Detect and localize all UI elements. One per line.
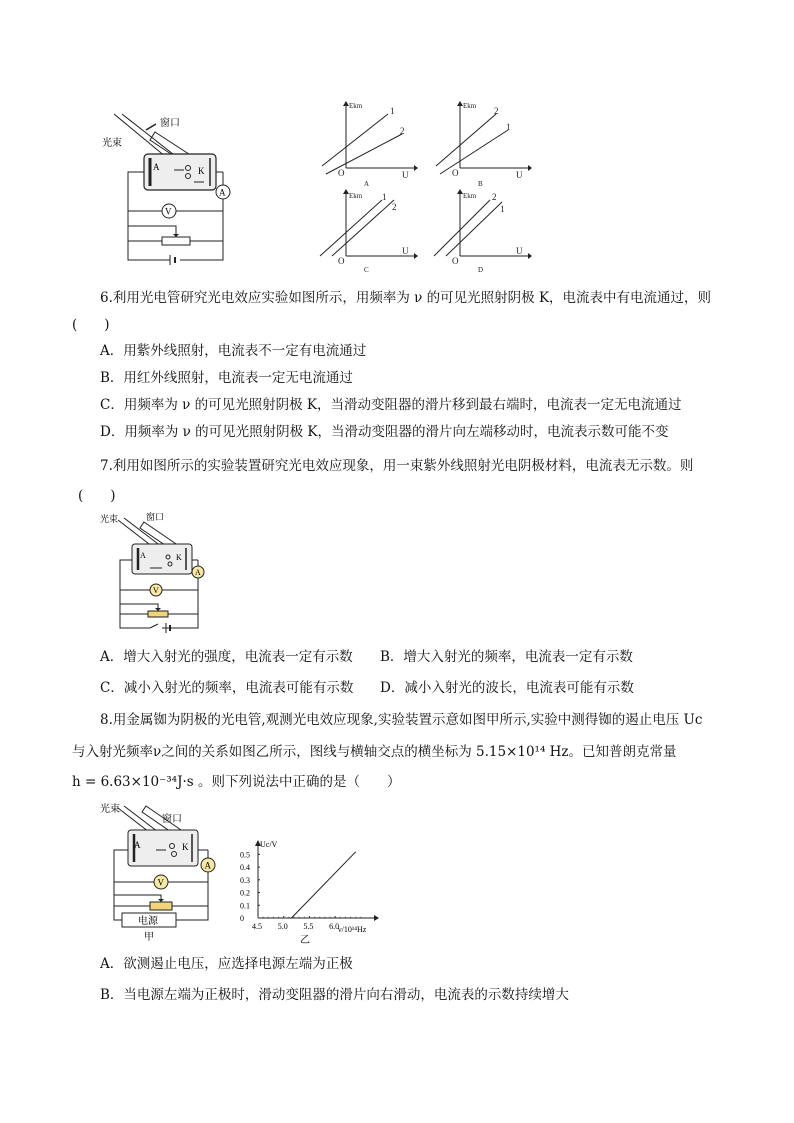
q6-circuit-figure <box>100 110 250 275</box>
graph-y-label: Ekm <box>349 102 363 110</box>
chart-caption-yi: 乙 <box>300 935 310 946</box>
anode-label: A <box>134 840 141 850</box>
q8-option-a: A．欲测遏止电压，应选择电源左端为正极 <box>100 956 353 972</box>
voltmeter-label: V <box>165 206 172 217</box>
q6-option-d: D．用频率为 ν 的可见光照射阴极 K，当滑动变阻器的滑片向左端移动时，电流表示数可能不变 <box>100 424 669 440</box>
q6-graph-D <box>432 188 532 278</box>
ammeter-label: A <box>195 568 201 577</box>
y-axis-label: Uc/V <box>260 840 278 849</box>
cathode-label: K <box>198 166 205 176</box>
beam-label: 光束 <box>100 514 119 524</box>
y-tick-label: 0.2 <box>240 888 250 898</box>
x-axis-label: ν/10¹⁴Hz <box>338 925 367 934</box>
q6-option-a: A．用紫外线照射，电流表不一定有电流通过 <box>100 343 367 359</box>
q8-option-b: B．当电源左端为正极时，滑动变阻器的滑片向右滑动，电流表的示数持续增大 <box>100 987 569 1003</box>
y-tick-label: 0 <box>240 914 244 923</box>
x-tick-label: 6.0 <box>329 922 340 931</box>
q6-graph-A <box>318 100 418 190</box>
q7-option-b: B．增大入射光的频率，电流表一定有示数 <box>380 649 633 665</box>
q7-option-a: A．增大入射光的强度，电流表一定有示数 <box>100 649 353 665</box>
q6-graph-C <box>318 188 418 278</box>
x-axis-label: U <box>516 170 523 180</box>
cathode-label: K <box>176 553 182 562</box>
graph-letter: B <box>478 180 483 188</box>
q7-option-d: D．减小入射光的波长，电流表可能有示数 <box>380 680 634 696</box>
q6-option-c: C．用频率为 ν 的可见光照射阴极 K，当滑动变阻器的滑片移到最右端时，电流表一定无电流通过 <box>100 397 682 413</box>
line-2-label: 2 <box>392 202 397 212</box>
uc-series-line <box>291 852 355 918</box>
figure-jia-label: 甲 <box>144 932 154 942</box>
origin-label: O <box>452 168 459 178</box>
x-tick-label: 5.5 <box>303 922 314 931</box>
q8-uc-frequency-chart <box>238 838 380 946</box>
q8-stem-line3: h = 6.63×10⁻³⁴J·s 。则下列说法中正确的是（ ） <box>72 774 401 790</box>
x-tick-label: 4.5 <box>252 922 262 931</box>
line-1-label: 1 <box>390 106 395 116</box>
beam-label: 光束 <box>102 138 122 149</box>
anode-label: A <box>140 551 146 560</box>
origin-label: O <box>338 256 345 266</box>
q6-stem-line2: ( ) <box>72 317 110 333</box>
ammeter-label: A <box>204 860 211 871</box>
q6-option-b: B．用红外线照射，电流表一定无电流通过 <box>100 370 353 386</box>
ammeter-label: A <box>219 187 226 198</box>
graph-letter: D <box>478 266 484 274</box>
y-tick-label: 0.1 <box>240 901 250 911</box>
q8-stem-line2: 与入射光频率ν之间的关系如图乙所示，图线与横轴交点的横坐标为 5.15×10¹⁴ Hz。已知普朗克常量 <box>72 744 677 760</box>
line-1-label: 1 <box>500 204 505 214</box>
q7-circuit-figure <box>100 512 212 634</box>
q7-option-c: C．减小入射光的频率，电流表可能有示数 <box>100 680 354 696</box>
graph-y-label: Ekm <box>463 102 477 110</box>
line-1-label: 1 <box>382 192 387 202</box>
q8-circuit-figure <box>100 800 220 942</box>
graph-letter: C <box>364 266 369 274</box>
window-label: 窗口 <box>162 814 182 825</box>
graph-letter: A <box>364 180 370 188</box>
x-tick-label: 5.0 <box>277 922 288 931</box>
graph-y-label: Ekm <box>463 192 477 200</box>
x-axis-label: U <box>516 246 523 256</box>
voltmeter-label: V <box>153 586 159 595</box>
beam-label: 光束 <box>100 804 120 815</box>
line-2-label: 2 <box>494 106 499 116</box>
window-label: 窗口 <box>160 118 180 129</box>
graph-y-label: Ekm <box>349 192 363 200</box>
origin-label: O <box>338 168 345 178</box>
line-1-label: 1 <box>506 122 511 132</box>
q7-stem-line2: ( ) <box>78 488 116 504</box>
y-tick-label: 0.3 <box>240 875 250 885</box>
line-2-label: 2 <box>492 192 497 202</box>
q8-stem-line1: 8.用金属铷为阴极的光电管,观测光电效应现象,实验装置示意如图甲所示,实验中测得铷的遏止电压 Uc <box>100 712 703 728</box>
anode-label: A <box>153 162 160 172</box>
line-2-label: 2 <box>400 126 405 136</box>
q7-stem-line1: 7.利用如图所示的实验装置研究光电效应现象，用一束紫外线照射光电阴极材料，电流表无示数。则 <box>100 458 694 474</box>
window-label: 窗口 <box>146 512 165 522</box>
voltmeter-label: V <box>157 877 164 888</box>
q6-stem-line1: 6.利用光电管研究光电效应实验如图所示，用频率为 ν 的可见光照射阴极 K，电流表中有电流通过，则 <box>100 290 712 306</box>
q6-graph-B <box>432 100 532 190</box>
x-axis-label: U <box>402 246 409 256</box>
y-tick-label: 0.4 <box>240 863 250 873</box>
x-axis-arrow <box>374 915 379 921</box>
x-axis-label: U <box>402 170 409 180</box>
power-source-label: 电源 <box>138 916 158 927</box>
cathode-label: K <box>182 842 189 852</box>
origin-label: O <box>452 256 459 266</box>
y-tick-label: 0.5 <box>240 850 250 860</box>
